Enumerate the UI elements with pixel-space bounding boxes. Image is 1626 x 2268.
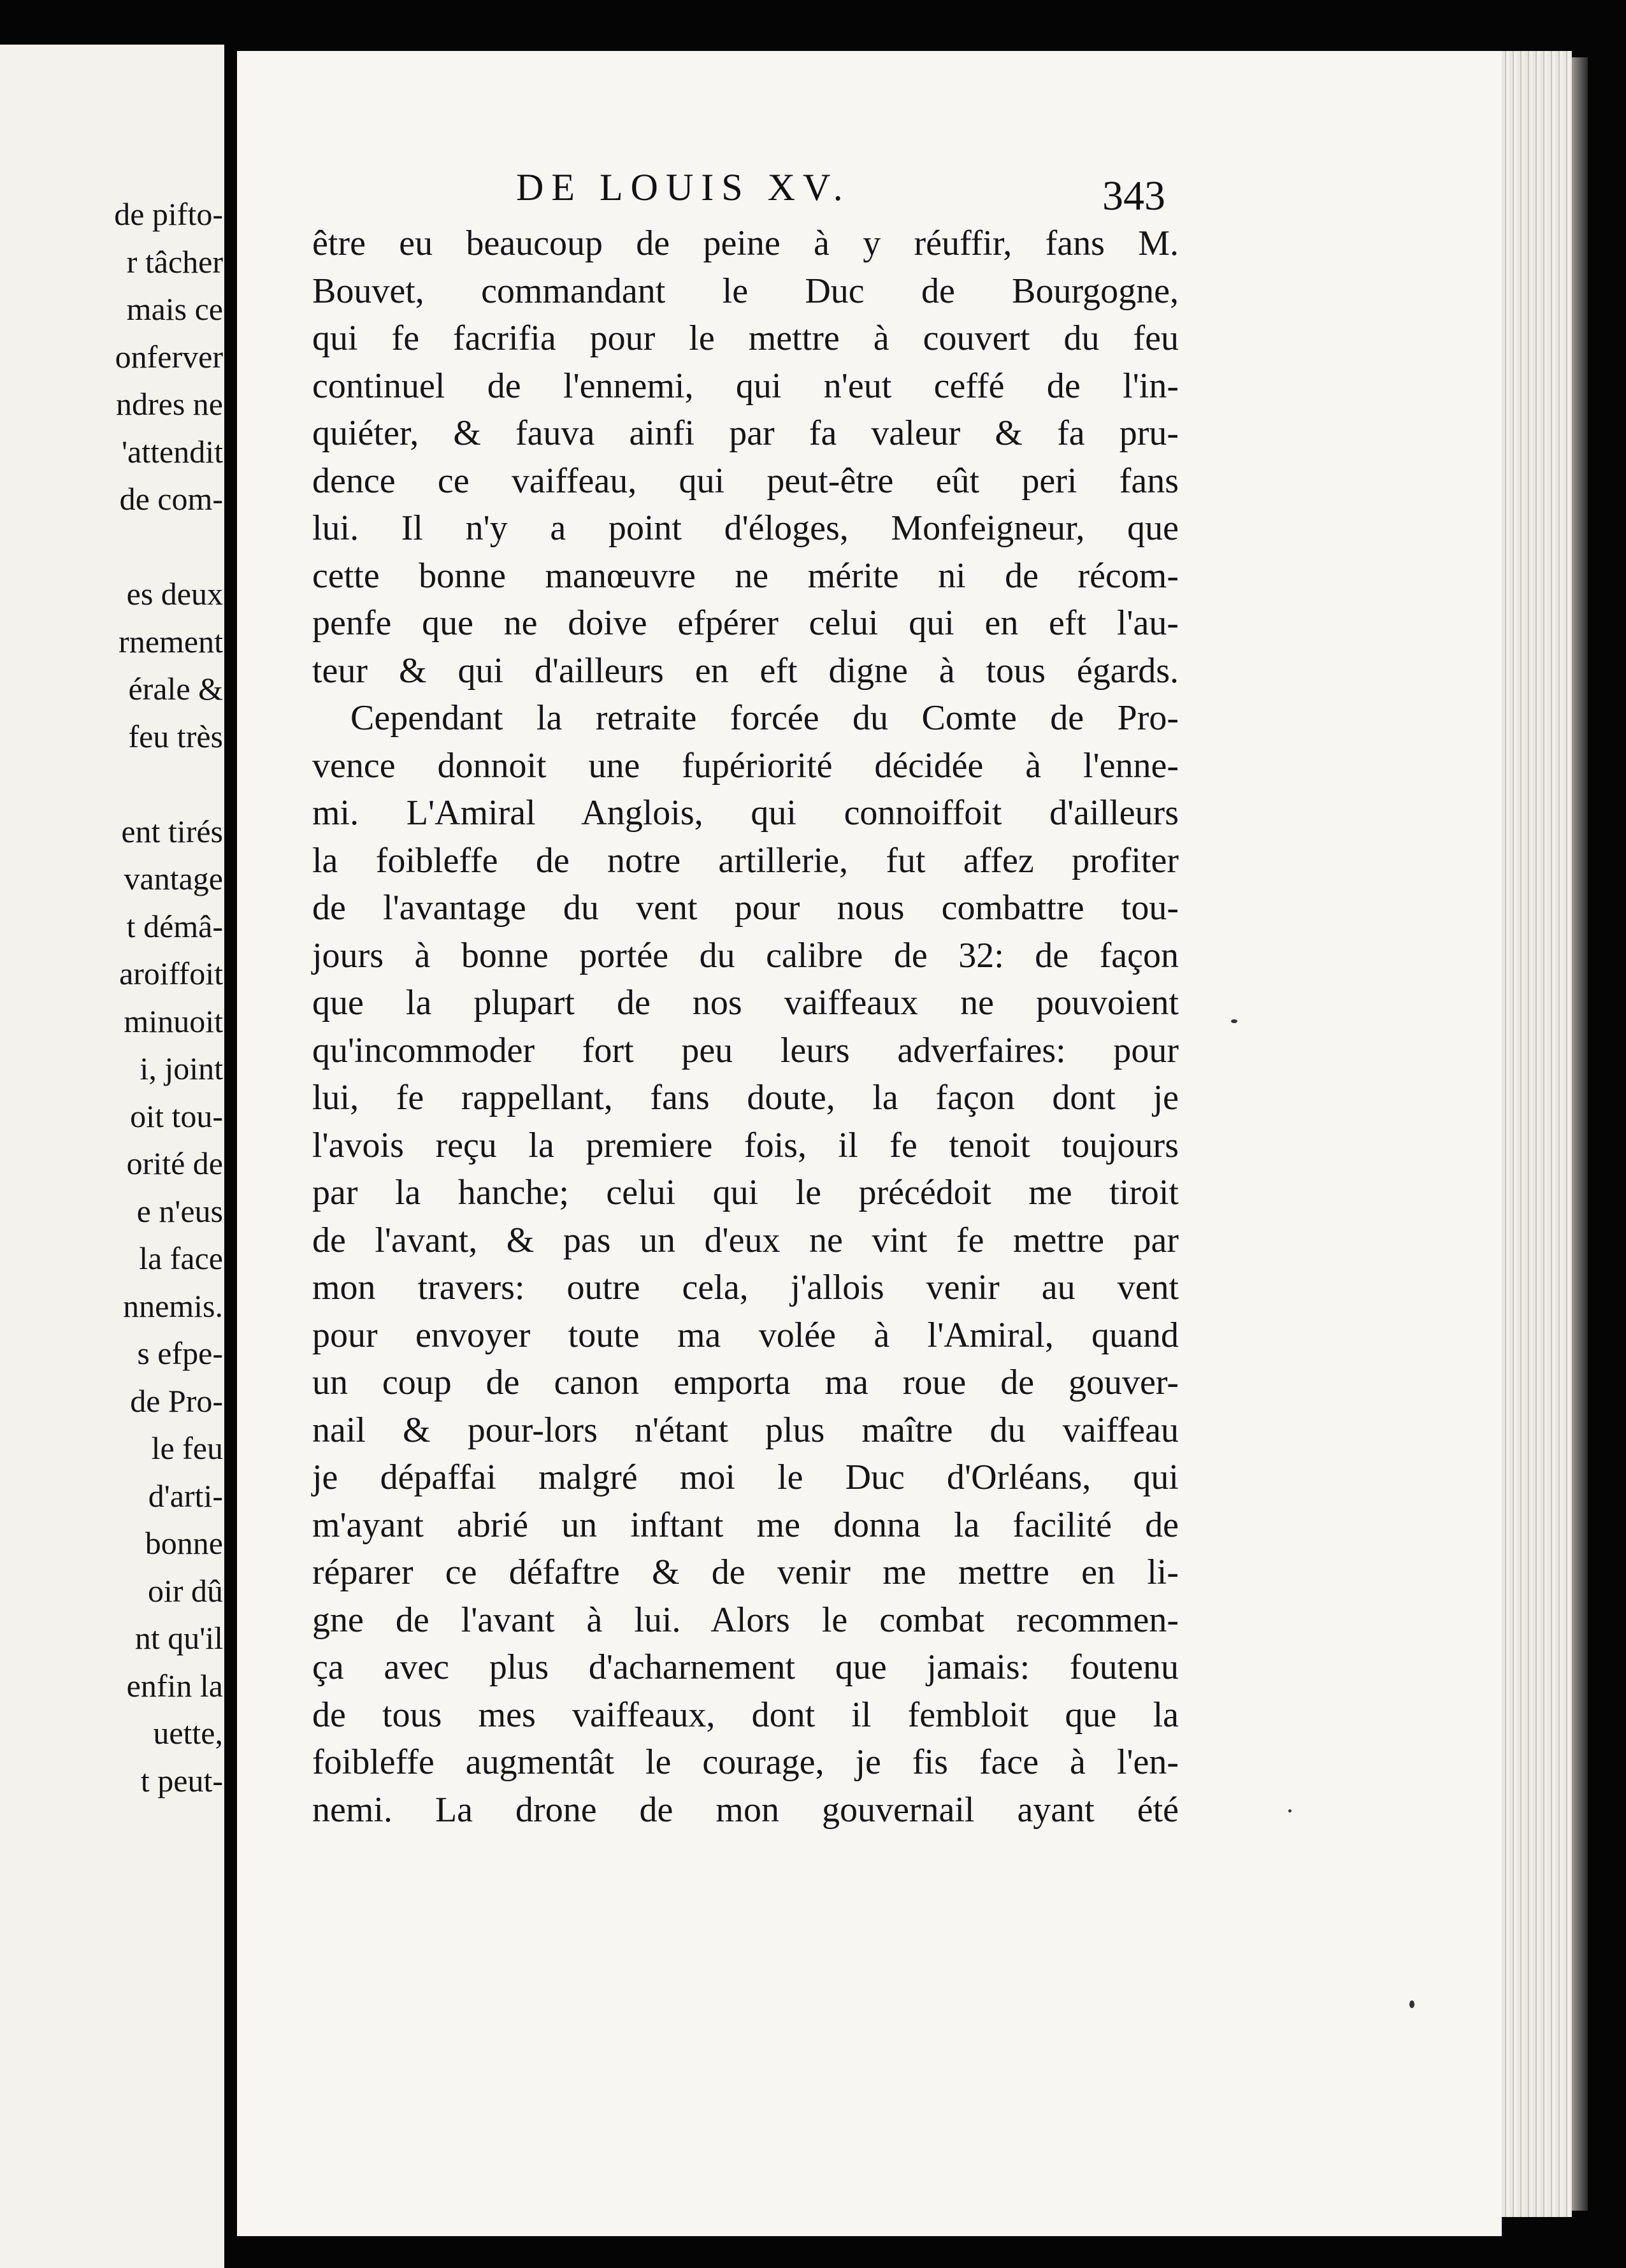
left-page-line: es deux [126,576,223,612]
left-page-line: de Pro- [130,1382,223,1419]
left-page-line: ent tirés [121,813,223,849]
text-line: lui, fe rappellant, fans doute, la façon dont je [312,1078,1179,1117]
text-line: gne de l'avant à lui. Alors le combat recommen- [312,1600,1179,1640]
left-page-line: ndres ne [116,386,223,422]
left-page-line: rnement [119,623,223,659]
left-page-line: minuoit [124,1003,223,1039]
ink-speck [1409,2000,1414,2008]
text-line: de tous mes vaiffeaux, dont il fembloit que la [312,1695,1179,1735]
text-line: Bouvet, commandant le Duc de Bourgogne, [312,271,1179,311]
text-line: cette bonne manœuvre ne mérite ni de récom- [312,556,1179,596]
text-line: Cependant la retraite forcée du Comte de Pro- [350,698,1179,738]
left-page-line: i, joint [140,1051,223,1086]
left-page-line: d'arti- [148,1477,223,1514]
left-page-line: le feu [151,1430,223,1466]
left-page-line: oir dû [147,1572,223,1609]
left-page-line: mais ce [126,291,223,327]
body-text [312,220,1179,1834]
left-page-line: oit tou- [130,1098,223,1134]
left-page-line: 'attendit [122,433,223,470]
left-page-line: nt qu'il [134,1620,223,1656]
text-line: je dépaffai malgré moi le Duc d'Orléans, qui [312,1458,1179,1497]
text-line: l'avois reçu la premiere fois, il fe tenoit toujours [312,1125,1179,1165]
left-page-line: t démâ- [126,908,223,944]
text-line: un coup de canon emporta ma roue de gouver- [312,1363,1179,1402]
left-page-line: de com- [119,481,223,517]
left-page-line: r tâcher [126,243,223,280]
text-line: que la plupart de nos vaiffeaux ne pouvoient [312,983,1179,1023]
text-line: ça avec plus d'acharnement que jamais: foutenu [312,1647,1179,1687]
left-page-line: e n'eus [136,1193,223,1229]
ink-speck [1231,1019,1237,1023]
text-line: nail & pour-lors n'étant plus maître du vaiffeau [312,1410,1179,1450]
left-page-line: vantage [124,861,223,896]
text-line: de l'avantage du vent pour nous combattre tou- [312,888,1179,928]
left-page-fragment [0,45,224,2268]
left-page-line: de pifto- [114,196,223,232]
left-page-line: uette, [153,1715,223,1751]
text-line: réparer ce défaftre & de venir me mettre en li- [312,1553,1179,1592]
text-line: continuel de l'ennemi, qui n'eut ceffé de l'in- [312,366,1179,406]
text-line: de l'avant, & pas un d'eux ne vint fe mettre par [312,1220,1179,1260]
ink-speck [1288,1809,1291,1812]
left-page-line: orité de [126,1145,223,1181]
text-line: vence donnoit une fupériorité décidée à l'enne- [312,745,1179,786]
text-line: m'ayant abrié un inftant me donna la facilité de [312,1505,1179,1545]
left-page-line: s efpe- [137,1335,223,1371]
text-line: la foibleffe de notre artillerie, fut affez profiter [312,840,1179,880]
text-line: teur & qui d'ailleurs en eft digne à tous égards. [312,650,1179,691]
text-line: quiéter, & fauva ainfi par fa valeur & fa pru- [312,413,1179,453]
text-line: qui fe facrifia pour le mettre à couvert du feu [312,319,1179,358]
left-page-line: onferver [115,338,223,375]
left-page-line: enfin la [126,1667,223,1704]
text-line: jours à bonne portée du calibre de 32: de façon [312,935,1179,975]
text-line: lui. Il n'y a point d'éloges, Monfeigneur, que [312,508,1179,548]
left-page-line: t peut- [140,1762,223,1798]
left-page-line: nnemis. [123,1288,223,1324]
text-line: être eu beaucoup de peine à y réuffir, fans M. [312,224,1179,263]
text-line: mon travers: outre cela, j'allois venir au vent [312,1268,1179,1307]
page-edges [1502,51,1572,2217]
left-page-line: feu très [128,718,223,754]
left-page-line: bonne [145,1525,223,1561]
text-line: qu'incommoder fort peu leurs adverfaires: pour [312,1030,1179,1070]
left-page-line: aroiffoit [119,956,223,991]
text-line: par la hanche; celui qui le précédoit me tiroit [312,1173,1179,1212]
text-line: dence ce vaiffeau, qui peut-être eût peri fans [312,461,1179,501]
page-number: 343 [1102,173,1165,219]
left-page-line: érale & [128,671,223,707]
text-line: pour envoyer toute ma volée à l'Amiral, quand [312,1315,1179,1355]
page-edge-shadow [1572,57,1588,2211]
text-line: nemi. La drone de mon gouvernail ayant été [312,1790,1179,1830]
text-line: mi. L'Amiral Anglois, qui connoiffoit d'ailleurs [312,793,1179,833]
text-line: penfe que ne doive efpérer celui qui en eft l'au- [312,603,1179,643]
left-page-line: la face [139,1240,223,1276]
running-head: DE LOUIS XV. [516,166,851,208]
text-line: foibleffe augmentât le courage, je fis face à l'en- [312,1742,1179,1782]
